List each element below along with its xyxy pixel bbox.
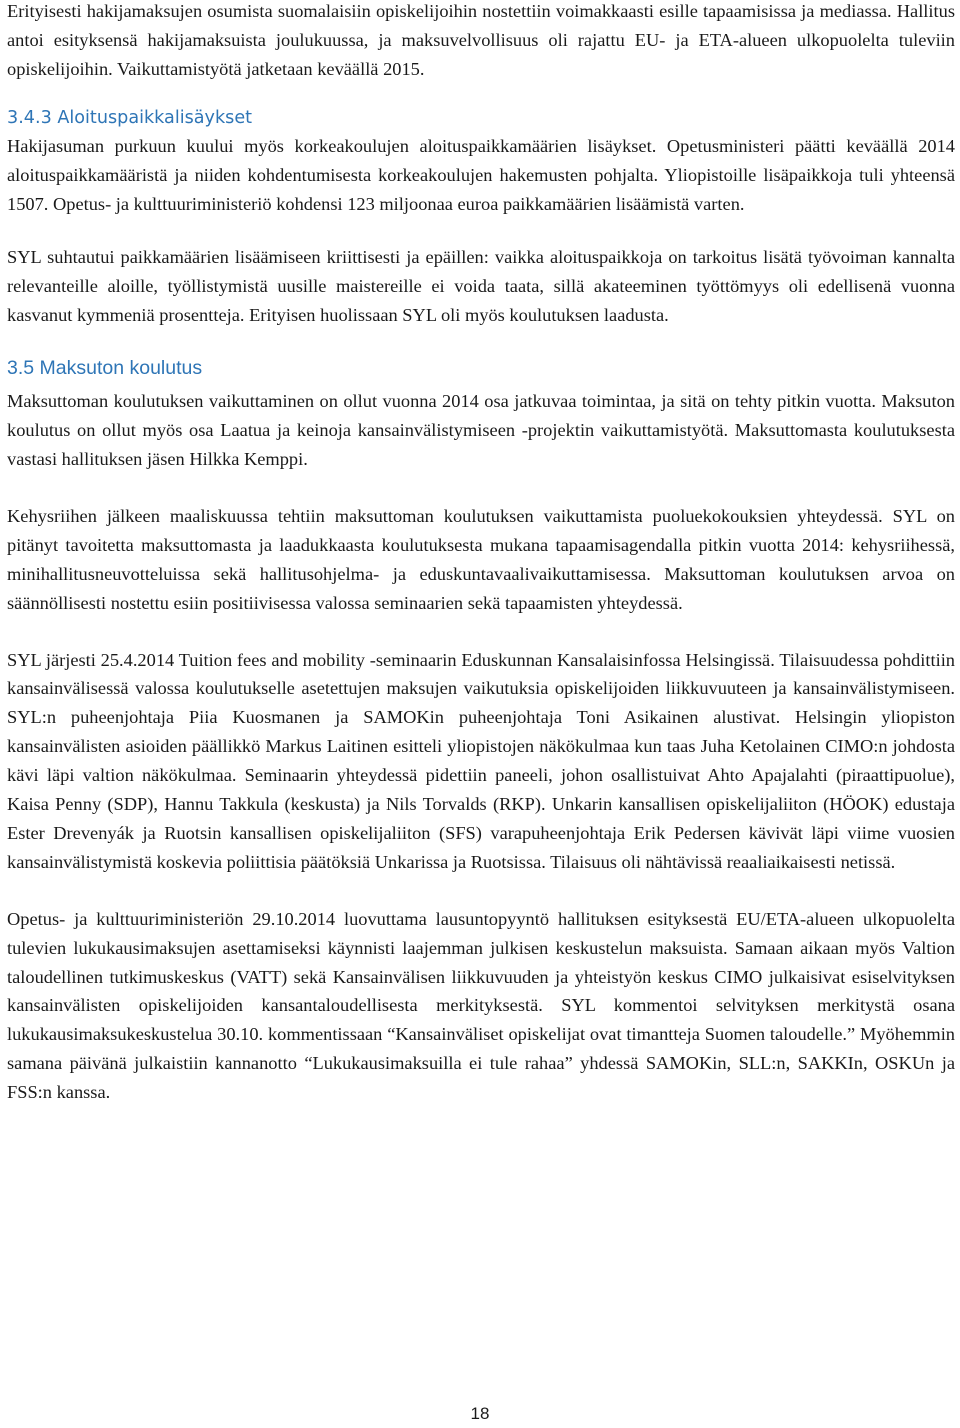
page-number: 18 — [470, 1404, 490, 1423]
section-heading-3-5: 3.5 Maksuton koulutus — [7, 357, 203, 380]
document-page — [7, 0, 955, 1107]
section-heading-3-4-3: 3.4.3 Aloituspaikkalisäykset — [7, 107, 253, 128]
paragraph: Hakijasuman purkuun kuului myös korkeakoulujen aloituspaikkamäärien lisäykset. Opetusministeri päätti keväällä 2014 aloituspaikkamääristä ja niiden kohdentumisesta korkeakoulujen hakemusten pohjalta. Yliopistoille lisäpaikkoja tuli yhteensä 1507. Opetus- ja kulttuuriministeriö kohdensi 123 miljoonaa euroa paikkamäärien lisäämistä varten. — [7, 135, 955, 214]
paragraph: SYL järjesti 25.4.2014 Tuition fees and mobility -seminaarin Eduskunnan Kansalaisinfossa Helsingissä. Tilaisuudessa pohdittiin kansainvälisessä valossa koulutukselle asetettujen maksujen vaikutuksia opiskelijoiden liikkuvuuteen ja kansainvälistymiseen. SYL:n puheenjohtaja Piia Kuosmanen ja SAMOKin puheenjohtaja Toni Asikainen alustivat. Helsingin yliopiston kansainvälisten asioiden päällikkö Markus Laitinen esitteli yliopistojen näkökulmaa kun taas Juha Ketolainen CIMO:n johdosta kävi läpi valtion näkökulmaa. Seminaarin yhteydessä pidettiin paneeli, johon osallistuivat Ahto Apajalahti (piraattipuolue), Kaisa Penny (SDP), Hannu Takkula (keskusta) ja Nils Torvalds (RKP). Unkarin kansallisen opiskelijaliiton (HÖOK) edustaja Ester Drevenyák ja Ruotsin kansallisen opiskelijaliiton (SFS) varapuheenjohtaja Erik Pedersen kävivät läpi viime vuosien kansainvälistymistä koskevia poliittisia päätöksiä Unkarissa ja Ruotsissa. Tilaisuus oli nähtävissä reaaliaikaisesti netissä. — [7, 649, 955, 872]
paragraph: Kehysriihen jälkeen maaliskuussa tehtiin maksuttoman koulutuksen vaikuttamista puoluekokouksien yhteydessä. SYL on pitänyt tavoitetta maksuttomasta ja laadukkaasta koulutuksesta mukana tapaamisagendalla pitkin vuotta 2014: kehysriihessä, minihallitusneuvotteluissa sekä hallitusohjelma- ja eduskuntavaalivaikuttamisessa. Maksuttoman koulutuksen arvoa on säännöllisesti nostettu esiin positiivisessa valossa seminaarien sekä tapaamisten yhteydessä. — [7, 505, 955, 613]
paragraph: SYL suhtautui paikkamäärien lisäämiseen kriittisesti ja epäillen: vaikka aloituspaikkoja on tarkoitus lisätä työvoiman kannalta relevanteille aloille, työllistymistä uusille maistereille ei voida taata, sillä akateeminen työttömyys oli edellisenä vuonna kasvanut kymmeniä prosentteja. Erityisen huolissaan SYL oli myös koulutuksen laadusta. — [7, 247, 955, 326]
intro-paragraph: Erityisesti hakijamaksujen osumista suomalaisiin opiskelijoihin nostettiin voimakkaasti esille tapaamisissa ja mediassa. Hallitus antoi esityksensä hakijamaksuista joulukuussa, ja maksuvelvollisuus oli rajattu EU- ja ETA-alueen ulkopuolelta tuleviin opiskelijoihin. Vaikuttamistyötä jatketaan keväällä 2015. — [7, 1, 955, 79]
paragraph: Opetus- ja kulttuuriministeriön 29.10.2014 luovuttama lausuntopyyntö hallituksen esityksestä EU/ETA-alueen ulkopuolelta tulevien lukukausimaksujen asettamiseksi käynnisti laajemman julkisen keskustelun maksuista. Samaan aikaan myös Valtion taloudellinen tutkimuskeskus (VATT) sekä Kansainvälisen liikkuvuuden ja yhteistyön keskus CIMO julkaisivat esiselvityksen kansainvälisten opiskelijoiden kansantaloudellisesta merkityksestä. SYL kommentoi selvityksen merkitystä osana lukukausimaksukeskustelua 30.10. kommentissaan “Kansainväliset opiskelijat ovat timantteja Suomen taloudelle.” Myöhemmin samana päivänä julkaistiin kannanotto “Lukukausimaksuilla ei tule rahaa” yhdessä SAMOKin, SLL:n, SAKKIn, OSKUn ja FSS:n kanssa. — [7, 908, 955, 1103]
paragraph: Maksuttoman koulutuksen vaikuttaminen on ollut vuonna 2014 osa jatkuvaa toimintaa, ja sitä on tehty pitkin vuotta. Maksuton koulutus on ollut myös osa Laatua ja keinoja kansainvälistymiseen -projektin vaikuttamistyötä. Maksuttomasta koulutuksesta vastasi hallituksen jäsen Hilkka Kemppi. — [7, 391, 955, 469]
